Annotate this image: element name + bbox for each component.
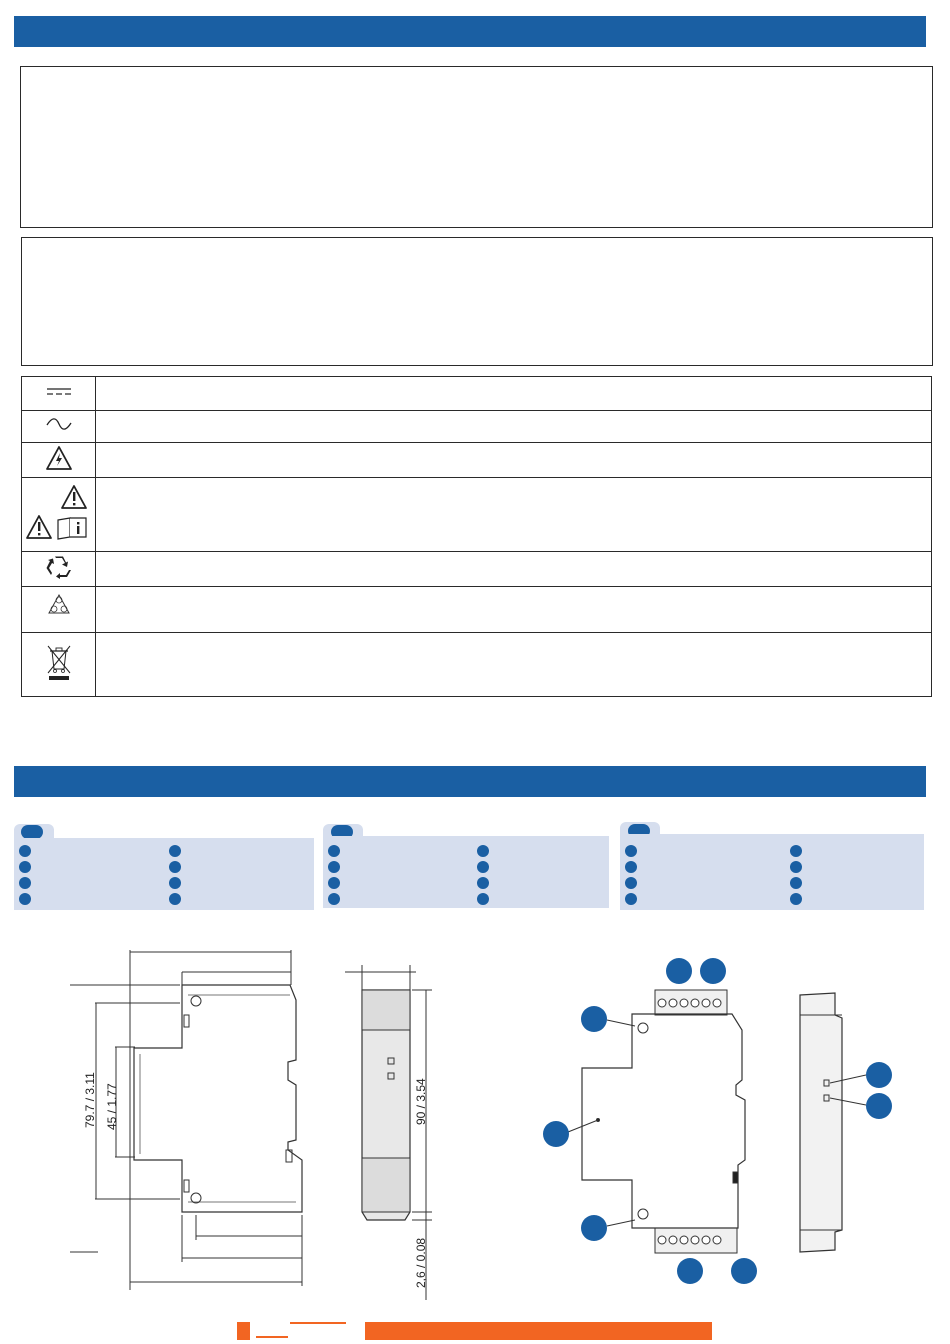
callout-marker (581, 1215, 607, 1241)
symbol-description (96, 377, 932, 411)
legend-bullet (625, 877, 637, 889)
callout-marker (543, 1121, 569, 1147)
symbol-description (96, 552, 932, 587)
text-box-upper (20, 66, 933, 228)
dim-side-height: 90 / 3.54 (414, 1078, 428, 1125)
symbol-row (22, 377, 932, 411)
weee-bin-icon (46, 643, 72, 681)
footer-orange-bar (365, 1322, 712, 1340)
legend-bullet (790, 861, 802, 873)
dimension-drawings (0, 930, 950, 1300)
callout-marker (866, 1093, 892, 1119)
symbol-description (96, 587, 932, 633)
symbol-description (96, 443, 932, 478)
legend-bullet (328, 861, 340, 873)
dim-height-inner-label (104, 1060, 118, 1140)
legend-bullet (169, 877, 181, 889)
callout-marker (677, 1258, 703, 1284)
caution-read-manual-icon (26, 482, 92, 542)
recyclable-packaging-icon (47, 593, 71, 617)
symbol-description (96, 478, 932, 552)
callout-marker (731, 1258, 757, 1284)
dc-current-icon (44, 384, 74, 398)
legend-bullet (19, 845, 31, 857)
legend-bullet (328, 893, 340, 905)
section-header-bar-bottom (14, 766, 926, 797)
footer-orange-mark (237, 1322, 250, 1340)
callout-marker (866, 1062, 892, 1088)
legend-bullet (790, 877, 802, 889)
legend-bullet (790, 893, 802, 905)
symbol-row (22, 552, 932, 587)
legend-bullet (169, 861, 181, 873)
legend-bullet (19, 877, 31, 889)
footer-orange-line-top (290, 1322, 346, 1324)
dim-height-inner-text: 45 / 1.77 (105, 1083, 118, 1130)
legend-bullet (477, 877, 489, 889)
ac-current-icon (44, 417, 74, 431)
legend-bullet (625, 893, 637, 905)
symbol-legend-table (21, 376, 932, 697)
symbol-row (22, 633, 932, 697)
legend-bullet (19, 861, 31, 873)
section-header-bar-top (14, 16, 926, 47)
callout-marker (666, 958, 692, 984)
legend-bullet (625, 845, 637, 857)
dim-height-total: 79.7 / 3.11 (83, 1072, 97, 1128)
legend-bullet (477, 861, 489, 873)
legend-bullet (790, 845, 802, 857)
legend-bullet (19, 893, 31, 905)
dim-side-rail: 2,6 / 0.08 (414, 1237, 428, 1288)
footer-orange-line (256, 1336, 288, 1338)
legend-bullet (477, 893, 489, 905)
text-box-middle (21, 237, 933, 366)
legend-bullet (169, 845, 181, 857)
symbol-description (96, 411, 932, 443)
legend-bullet (328, 877, 340, 889)
callout-marker (700, 958, 726, 984)
legend-bullet (625, 861, 637, 873)
symbol-description (96, 633, 932, 697)
legend-bullet (169, 893, 181, 905)
symbol-row (22, 443, 932, 478)
electric-hazard-icon (45, 445, 73, 471)
panel-badge (21, 825, 43, 839)
callout-marker (581, 1006, 607, 1032)
legend-bullet (477, 845, 489, 857)
symbol-row (22, 411, 932, 443)
symbol-row (22, 587, 932, 633)
symbol-row (22, 478, 932, 552)
recycle-icon (46, 555, 72, 579)
legend-bullet (328, 845, 340, 857)
